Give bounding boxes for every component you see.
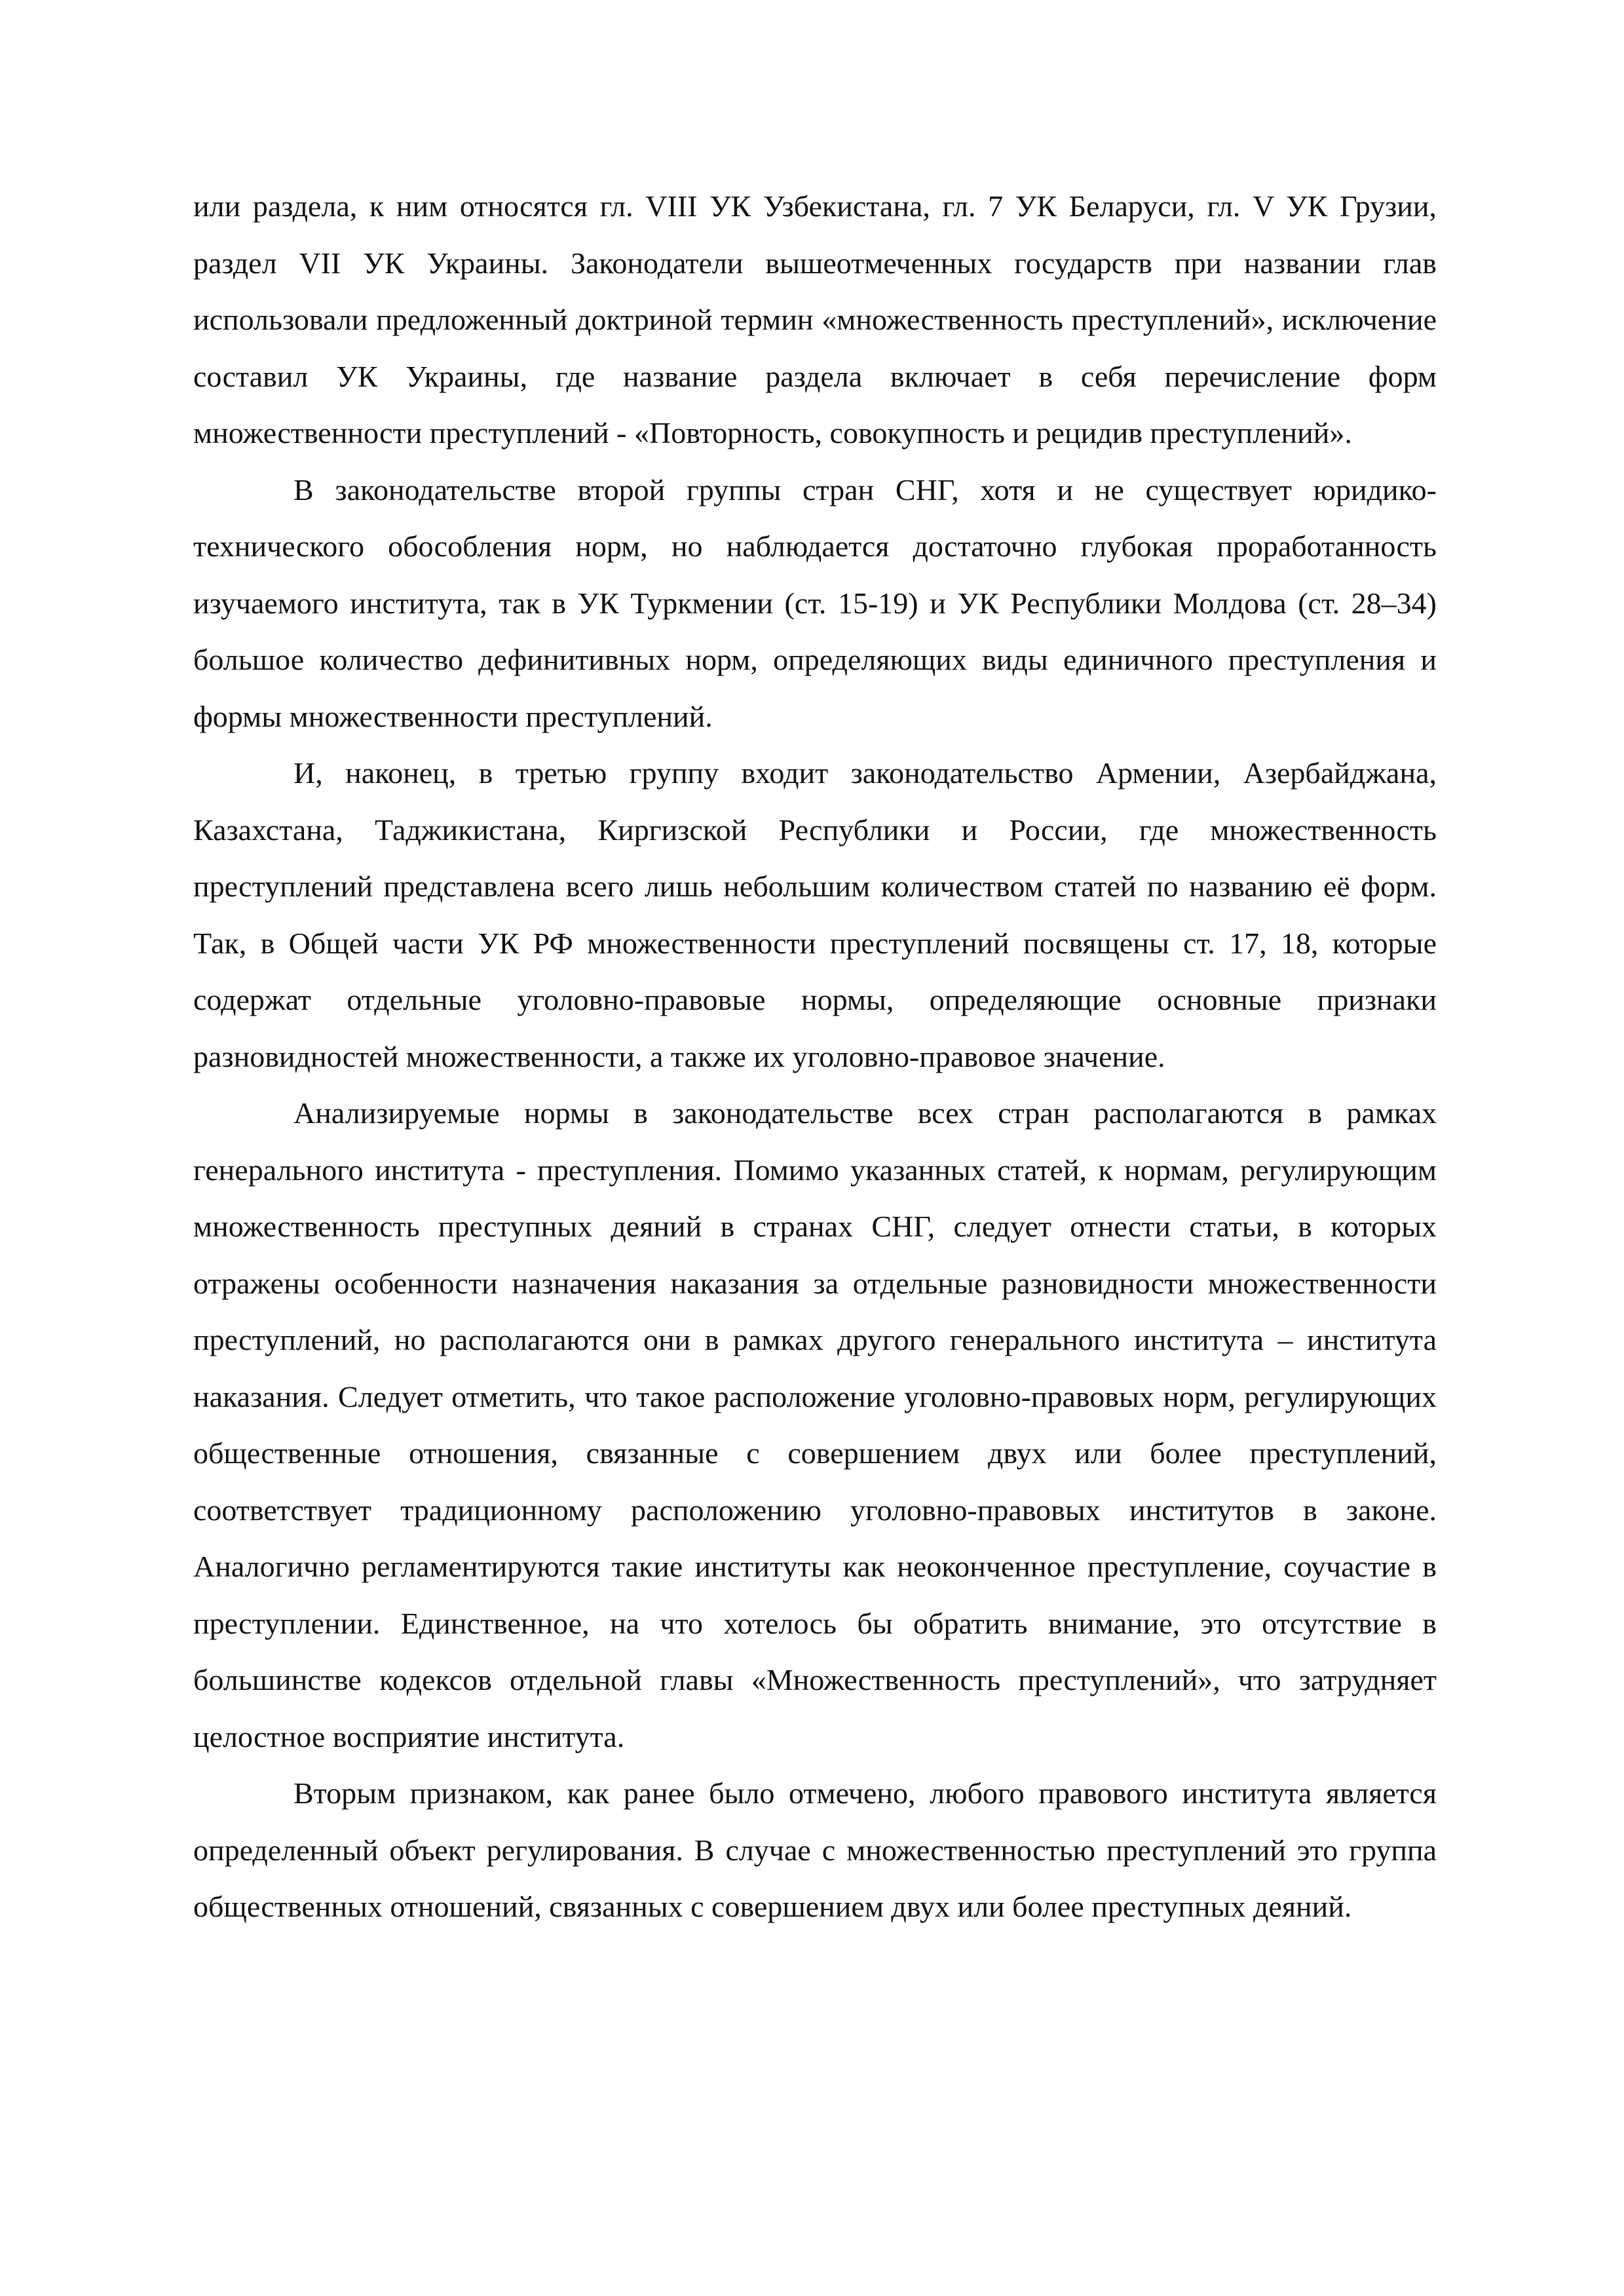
paragraph-continuation: или раздела, к ним относятся гл. VIII УК Узбекистана, гл. 7 УК Беларуси, гл. V УК Грузии, раздел VII УК Украины. Законодатели вышеотмеченных государств при названии глав использовали предложенный доктриной термин «множественность преступлений», исключение составил УК Украины, где название раздела включает в себя перечисление форм множественности преступлений - «Повторность, совокупность и рецидив преступлений». — [193, 189, 1437, 450]
paragraph-analyzed-norms: Анализируемые нормы в законодательстве всех стран располагаются в рамках генерального института - преступления. Помимо указанных статей, к нормам, регулирующим множественность преступных деяний в странах СНГ, следует отнести статьи, в которых отражены особенности назначения наказания за отдельные разновидности множественности преступлений, но располагаются они в рамках другого генерального института – института наказания. Следует отметить, что такое расположение уголовно-правовых норм, регулирующих общественные отношения, связанные с совершением двух или более преступлений, соответствует традиционному расположению уголовно-правовых институтов в законе. Аналогично регламентируются такие институты как неоконченное преступление, соучастие в преступлении. Единственное, на что хотелось бы обратить внимание, это отсутствие в большинстве кодексов отдельной главы «Множественность преступлений», что затрудняет целостное восприятие института. — [193, 1096, 1437, 1753]
paragraph-second-feature: Вторым признаком, как ранее было отмечено, любого правового института является определенный объект регулирования. В случае с множественностью преступлений это группа общественных отношений, связанных с совершением двух или более преступных деяний. — [193, 1776, 1437, 1923]
document-body — [193, 178, 1437, 1936]
paragraph-second-group: В законодательстве второй группы стран СНГ, хотя и не существует юридико-технического обособления норм, но наблюдается достаточно глубокая проработанность изучаемого института, так в УК Туркмении (ст. 15-19) и УК Республики Молдова (ст. 28–34) большое количество дефинитивных норм, определяющих виды единичного преступления и формы множественности преступлений. — [193, 472, 1437, 733]
paragraph-third-group: И, наконец, в третью группу входит законодательство Армении, Азербайджана, Казахстана, Таджикистана, Киргизской Республики и России, где множественность преступлений представлена всего лишь небольшим количеством статей по названию её форм. Так, в Общей части УК РФ множественности преступлений посвящены ст. 17, 18, которые содержат отдельные уголовно-правовые нормы, определяющие основные признаки разновидностей множественности, а также их уголовно-правовое значение. — [193, 756, 1437, 1073]
